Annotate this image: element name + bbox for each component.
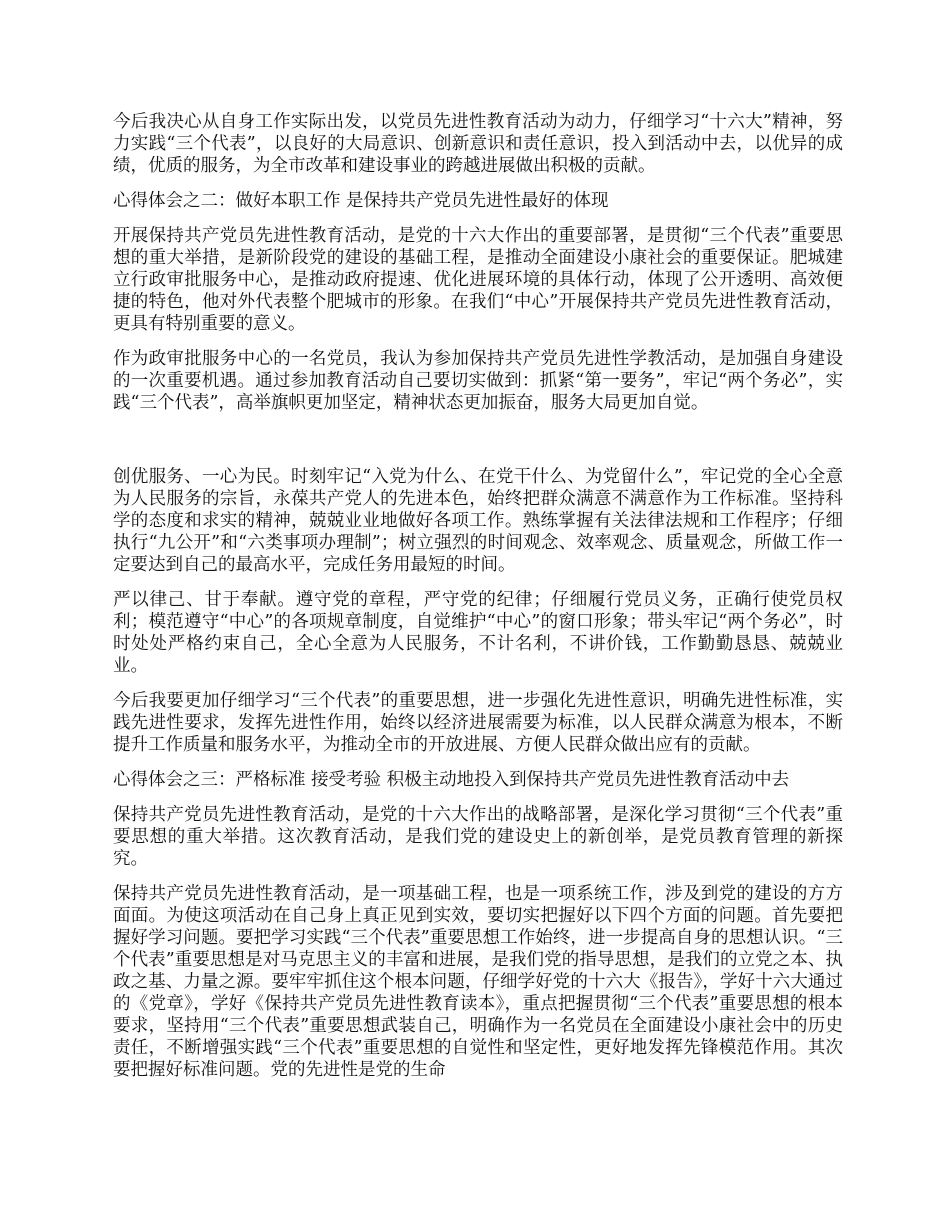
paragraph-7: 今后我要更加仔细学习“三个代表”的重要思想，进一步强化先进性意识，明确先进性标准，实践先进性要求，发挥先进性作用，始终以经济进展需要为标准，以人民群众满意为根本，不断提升工作质量和服务水平，为推动全市的开放进展、方便人民群众做出应有的贡献。: [113, 691, 843, 755]
document-body: [113, 111, 843, 1081]
paragraph-9: 保持共产党员先进性教育活动，是党的十六大作出的战略部署，是深化学习贯彻“三个代表”重要思想的重大举措。这次教育活动，是我们党的建设史上的新创举，是党员教育管理的新探究。: [113, 805, 843, 869]
paragraph-4: 作为政审批服务中心的一名党员，我认为参加保持共产党员先进性学教活动，是加强自身建设的一次重要机遇。通过参加教育活动自己要切实做到：抓紧“第一要务”，牢记“两个务必”，实践“三个代表”，高举旗帜更加坚定，精神状态更加振奋，服务大局更加自觉。: [113, 349, 843, 413]
paragraph-6: 严以律己、甘于奉献。遵守党的章程，严守党的纪律；仔细履行党员义务，正确行使党员权利；模范遵守“中心”的各项规章制度，自觉维护“中心”的窗口形象；带头牢记“两个务必”，时时处处严格约束自己，全心全意为人民服务，不计名利，不讲价钱，工作勤勤恳恳、兢兢业业。: [113, 590, 843, 676]
paragraph-3: 开展保持共产党员先进性教育活动，是党的十六大作出的重要部署，是贯彻“三个代表”重要思想的重大举措，是新阶段党的建设的基础工程，是推动全面建设小康社会的重要保证。肥城建立行政审批服务中心，是推动政府提速、优化进展环境的具体行动，体现了公开透明、高效便捷的特色，他对外代表整个肥城市的形象。在我们“中心”开展保持共产党员先进性教育活动，更具有特别重要的意义。: [113, 226, 843, 334]
paragraph-1: 今后我决心从自身工作实际出发，以党员先进性教育活动为动力，仔细学习“十六大”精神，努力实践“三个代表”，以良好的大局意识、创新意识和责任意识，投入到活动中去，以优异的成绩，优质的服务，为全市改革和建设事业的跨越进展做出积极的贡献。: [113, 112, 843, 176]
section-heading-2: 心得体会之二：做好本职工作 是保持共产党员先进性最好的体现: [113, 191, 609, 211]
paragraph-10: 保持共产党员先进性教育活动，是一项基础工程，也是一项系统工作，涉及到党的建设的方方面面。为使这项活动在自己身上真正见到实效，要切实把握好以下四个方面的问题。首先要把握好学习问题。要把学习实践“三个代表”重要思想工作始终，进一步提高自身的思想认识。“三个代表”重要思想是对马克思主义的丰富和进展，是我们党的指导思想，是我们的立党之本、执政之基、力量之源。要牢牢抓住这个根本问题，仔细学好党的十六大《报告》，学好十六大通过的《党章》，学好《保持共产党员先进性教育读本》，重点把握贯彻“三个代表”重要思想的根本要求，坚持用“三个代表”重要思想武装自己，明确作为一名党员在全面建设小康社会中的历史责任，不断增强实践“三个代表”重要思想的自觉性和坚定性，更好地发挥先锋模范作用。其次要把握好标准问题。党的先进性是党的生命: [113, 884, 843, 1080]
section-heading-3: 心得体会之三：严格标准 接受考验 积极主动地投入到保持共产党员先进性教育活动中去: [113, 770, 790, 790]
paragraph-5: 创优服务、一心为民。时刻牢记“入党为什么、在党干什么、为党留什么”，牢记党的全心全意为人民服务的宗旨，永葆共产党人的先进本色，始终把群众满意不满意作为工作标准。坚持科学的态度和求实的精神，兢兢业业地做好各项工作。熟练掌握有关法律法规和工作程序；仔细执行“九公开”和“六类事项办理制”；树立强烈的时间观念、效率观念、质量观念，所做工作一定要达到自己的最高水平，完成任务用最短的时间。: [113, 467, 843, 575]
